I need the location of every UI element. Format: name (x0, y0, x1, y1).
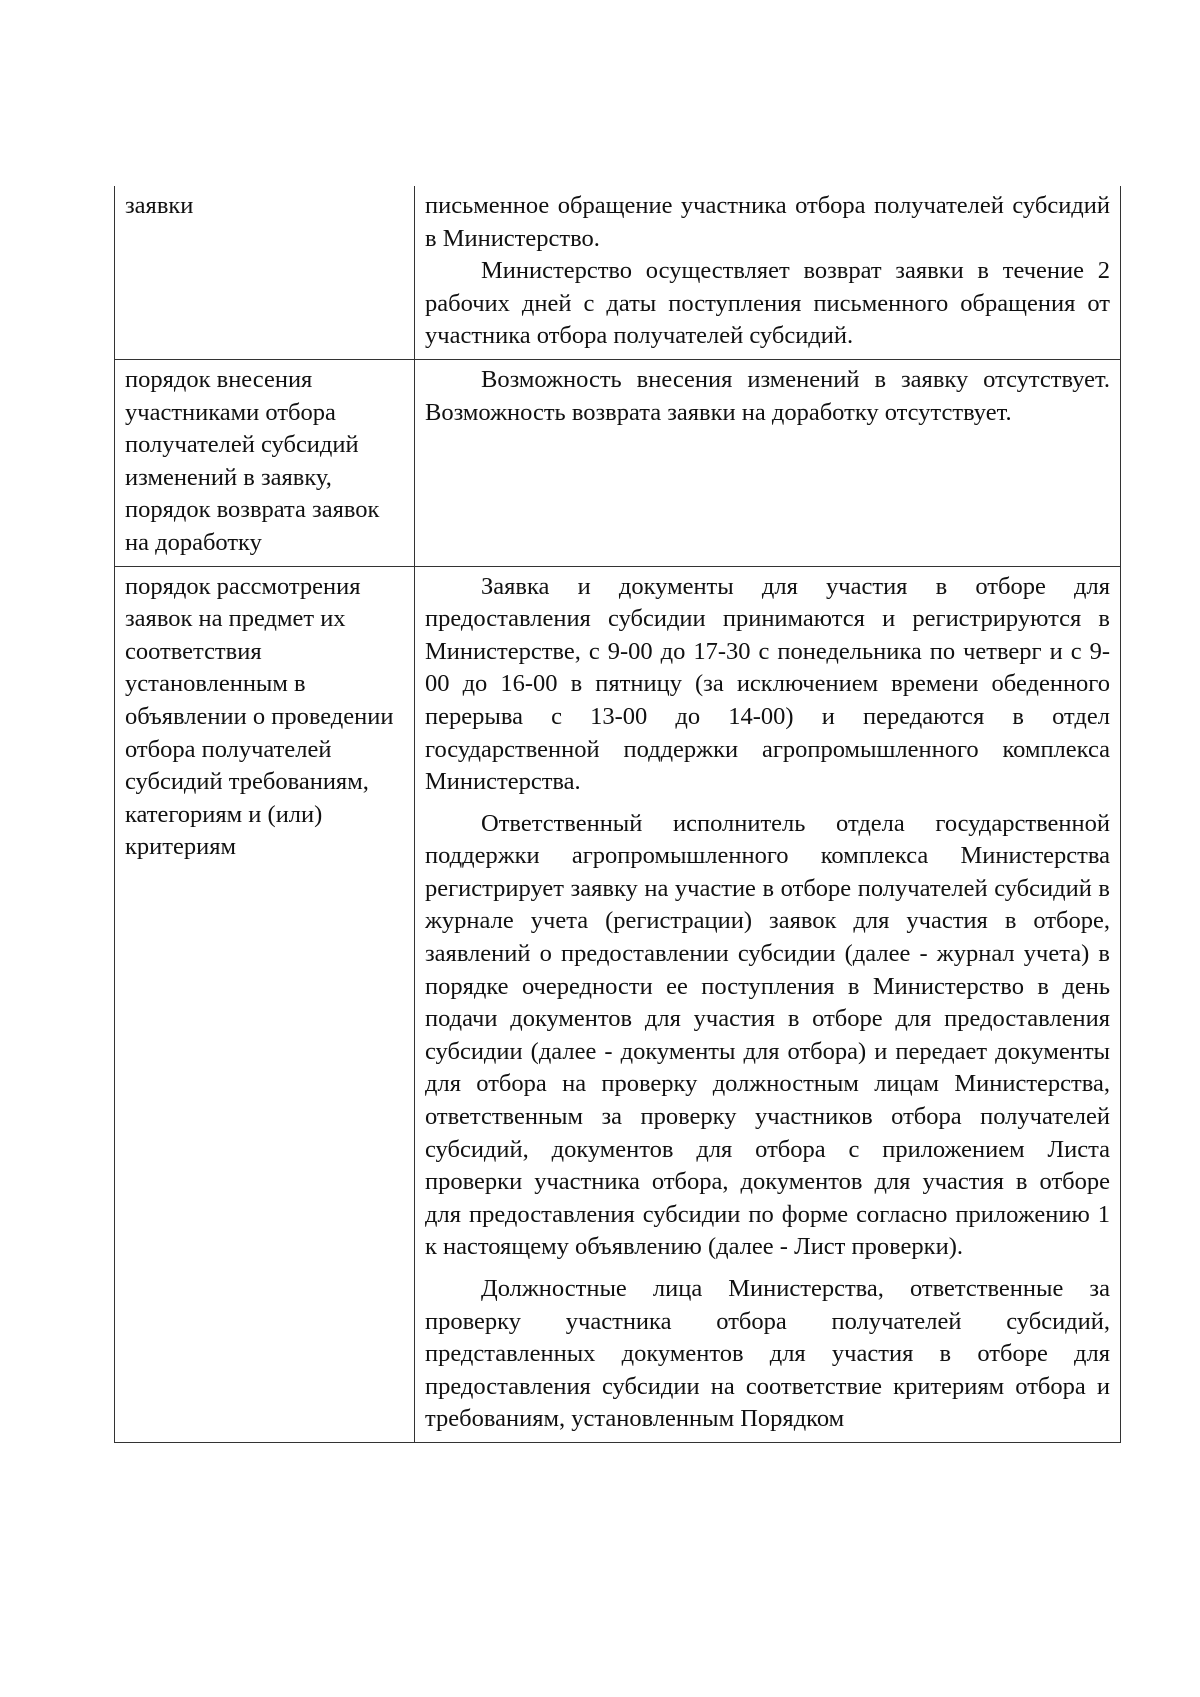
row-label-cell (115, 566, 415, 1442)
row-label: заявки (125, 192, 194, 219)
paragraph: Министерство осуществляет возврат заявки в течение 2 рабочих дней с даты поступления письменного обращения от участника отбора получателей субсидий. (425, 257, 1110, 350)
paragraph: Должностные лица Министерства, ответственные за проверку участника отбора получателей субсидий, представленных документов для участия в отборе для предоставления субсидии на соответствие критериям отбора и требованиям, установленным Порядком (425, 1275, 1110, 1433)
paragraph: Возможность внесения изменений в заявку отсутствует. Возможность возврата заявки на доработку отсутствует. (425, 365, 1110, 426)
paragraph: Ответственный исполнитель отдела государственной поддержки агропромышленного комплекса Министерства регистрирует заявку на участие в отборе получателей субсидий в журнале учета (регистрации) заявок для участия в отборе, заявлений о предоставлении субсидии (далее - журнал учета) в порядке очередности ее поступления в Министерство в день подачи документов для участия в отборе для предоставления субсидии (далее - документы для отбора) и передает документы для отбора на проверку должностным лицам Министерства, ответственным за проверку участников отбора получателей субсидий, документов для отбора с приложением Листа проверки участника отбора, документов для участия в отборе для предоставления субсидии по форме согласно приложению 1 к настоящему объявлению (далее - Лист проверки). (425, 809, 1110, 1261)
table-row (115, 186, 1121, 359)
paragraph: письменное обращение участника отбора получателей субсидий в Министерство. (425, 192, 1110, 252)
row-content-cell (415, 359, 1121, 566)
paragraph: Заявка и документы для участия в отборе для предоставления субсидии принимаются и регистрируются в Министерстве, с 9-00 до 17-30 с понедельника по четверг и с 9-00 до 16-00 в пятницу (за исключением времени обеденного перерыва с 13-00 до 14-00) и передаются в отдел государственной поддержки агропромышленного комплекса Министерства. (425, 572, 1110, 796)
row-label-cell (115, 359, 415, 566)
row-label-cell (115, 186, 415, 359)
row-label: порядок внесения участниками отбора получателей субсидий изменений в заявку, порядок возврата заявок на доработку (125, 365, 380, 556)
row-label: порядок рассмотрения заявок на предмет их соответствия установленным в объявлении о проведении отбора получателей субсидий требованиям, категориям и (или) критериям (125, 572, 394, 861)
table-row (115, 566, 1121, 1442)
row-content-cell (415, 186, 1121, 359)
table-row (115, 359, 1121, 566)
row-content-cell (415, 566, 1121, 1442)
requirements-table (114, 186, 1121, 1443)
